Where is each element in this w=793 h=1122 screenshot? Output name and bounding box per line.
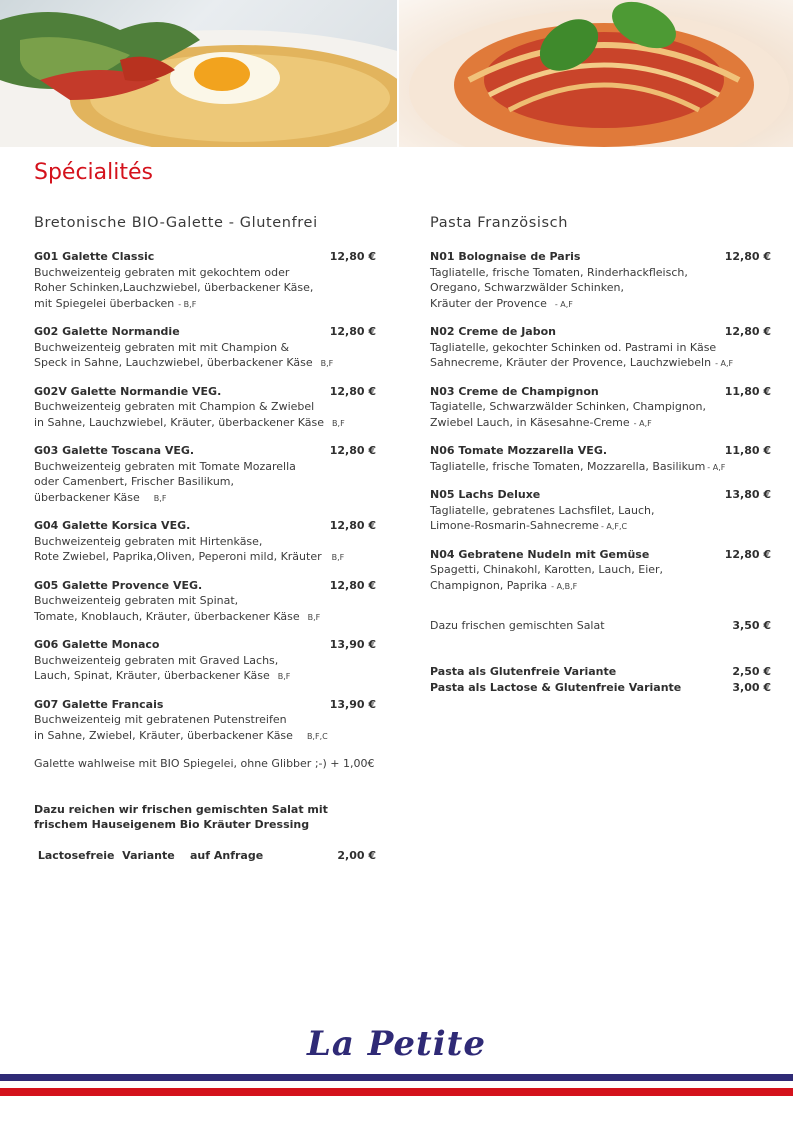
item-description: Tomate, Knoblauch, Kräuter, überbackener Käse B,F xyxy=(34,609,321,623)
pasta-photo xyxy=(399,0,793,147)
item-title: N02 Creme de Jabon xyxy=(430,325,556,338)
item-description: Lauch, Spinat, Kräuter, überbackener Käse B,F xyxy=(34,669,291,682)
item-price: 12,80 € xyxy=(329,250,376,263)
menu-item xyxy=(430,487,771,535)
item-description: Buchweizenteig gebraten mit Graved Lachs, xyxy=(34,653,279,667)
item-title: G02V Galette Normandie VEG. xyxy=(34,384,222,398)
item-price: 11,80 € xyxy=(724,384,771,398)
allergen-codes: - A,F,C xyxy=(600,522,628,531)
menu-item xyxy=(34,518,376,566)
menu-item xyxy=(430,443,771,475)
item-price: 12,80 € xyxy=(724,250,771,263)
item-description: mit Spiegelei überbacken - B,F xyxy=(34,296,197,310)
item-description: Buchweizenteig gebraten mit mit Champion & xyxy=(34,340,290,354)
allergen-codes: - A,F xyxy=(715,359,734,368)
item-price: 12,80 € xyxy=(724,547,771,561)
item-description: Buchweizenteig gebraten mit Tomate Mozarella xyxy=(34,459,296,473)
item-price: 11,80 € xyxy=(724,444,771,457)
item-description: Limone-Rosmarin-Sahnecreme - A,F,C xyxy=(430,519,628,532)
allergen-codes: B,F xyxy=(332,418,345,428)
menu-item xyxy=(430,384,771,432)
item-title: G03 Galette Toscana VEG. xyxy=(34,444,195,457)
item-description: Buchweizenteig gebraten mit Hirtenkäse, xyxy=(34,534,263,548)
item-description: Sahnecreme, Kräuter der Provence, Lauchzwiebeln - A,F xyxy=(430,356,734,369)
allergen-codes: - B,F xyxy=(178,299,197,309)
brand-logo: La Petite xyxy=(306,1024,487,1064)
item-title: N06 Tomate Mozzarella VEG. xyxy=(430,444,608,457)
item-price: 13,80 € xyxy=(724,488,771,501)
allergen-codes: B,F,C xyxy=(306,731,328,741)
item-description: Kräuter der Provence - A,F xyxy=(430,296,573,310)
item-description: Roher Schinken,Lauchzwiebel, überbackener Käse, xyxy=(34,281,314,294)
item-description: Tagiatelle, Schwarzwälder Schinken, Champignon, xyxy=(430,400,707,413)
menu-item xyxy=(430,324,771,372)
galette-heading: Bretonische BIO-Galette - Glutenfrei xyxy=(34,215,318,231)
menu-item xyxy=(34,324,376,372)
item-title: N04 Gebratene Nudeln mit Gemüse xyxy=(430,547,650,561)
item-price: 12,80 € xyxy=(329,384,376,398)
allergen-codes: B,F xyxy=(153,493,167,503)
item-title: G01 Galette Classic xyxy=(34,250,155,263)
item-title: G07 Galette Francais xyxy=(34,697,164,711)
item-title: N05 Lachs Deluxe xyxy=(430,488,541,501)
galette-option-note: Galette wahlweise mit BIO Spiegelei, ohne Glibber ;-) + 1,00€ xyxy=(34,757,375,770)
item-price: 13,90 € xyxy=(329,697,376,711)
item-description: Zwiebel Lauch, in Käsesahne-Creme - A,F xyxy=(430,415,652,429)
gluten-free-option xyxy=(430,664,771,680)
allergen-codes: - A,F xyxy=(554,299,573,309)
item-title: N03 Creme de Champignon xyxy=(430,384,599,398)
menu-item xyxy=(430,547,771,595)
allergen-codes: B,F xyxy=(307,612,321,622)
item-description: Buchweizenteig gebraten mit gekochtem oder xyxy=(34,265,290,279)
option-price: 3,00 € xyxy=(732,680,771,694)
allergen-codes: B,F xyxy=(320,359,334,368)
item-title: G02 Galette Normandie xyxy=(34,325,180,338)
item-title: G05 Galette Provence VEG. xyxy=(34,578,203,592)
red-stripe xyxy=(0,1088,793,1096)
item-price: 12,80 € xyxy=(329,519,376,532)
salad-note: frischem Hauseigenem Bio Kräuter Dressing xyxy=(34,818,310,831)
allergen-codes: B,F xyxy=(331,553,345,562)
galette-photo xyxy=(0,0,397,147)
salad-option xyxy=(430,618,771,634)
option-label: Dazu frischen gemischten Salat xyxy=(430,619,605,632)
pasta-menu xyxy=(430,249,771,696)
option-price: 2,00 € xyxy=(337,848,376,862)
item-description: Tagliatelle, frische Tomaten, Rinderhackfleisch, xyxy=(430,265,688,279)
menu-item xyxy=(34,249,376,312)
option-label: Pasta als Lactose & Glutenfreie Variante xyxy=(430,680,682,694)
salad-note: Dazu reichen wir frischen gemischten Salat mit xyxy=(34,802,328,816)
allergen-codes: B,F xyxy=(277,672,291,681)
menu-item xyxy=(34,384,376,432)
item-description: Buchweizenteig gebraten mit Spinat, xyxy=(34,594,239,607)
item-description: Rote Zwiebel, Paprika,Oliven, Peperoni mild, Kräuter B,F xyxy=(34,550,345,563)
menu-item xyxy=(34,578,376,626)
allergen-codes: - A,B,F xyxy=(551,581,578,591)
allergen-codes: - A,F xyxy=(633,418,652,428)
item-description: Buchweizenteig mit gebratenen Putenstreifen xyxy=(34,713,287,726)
item-description: Buchweizenteig gebraten mit Champion & Zwiebel xyxy=(34,400,315,413)
blue-stripe xyxy=(0,1074,793,1081)
page-title: Spécialités xyxy=(34,160,154,185)
item-title: G04 Galette Korsica VEG. xyxy=(34,519,191,532)
item-description: überbackener Käse B,F xyxy=(34,490,167,504)
option-label: Lactosefreie Variante auf Anfrage xyxy=(34,848,264,862)
item-description: in Sahne, Zwiebel, Kräuter, überbackener Käse B,F,C xyxy=(34,728,328,742)
item-description: Tagliatelle, gekochter Schinken od. Pastrami in Käse xyxy=(430,340,717,354)
lactose-free-option xyxy=(34,848,376,864)
galette-menu xyxy=(34,249,376,864)
menu-item xyxy=(34,697,376,745)
option-label: Pasta als Glutenfreie Variante xyxy=(430,664,617,678)
item-price: 12,80 € xyxy=(329,444,376,457)
option-price: 2,50 € xyxy=(732,664,771,678)
item-price: 12,80 € xyxy=(724,325,771,338)
menu-item xyxy=(34,637,376,685)
option-price: 3,50 € xyxy=(732,619,771,632)
item-price: 12,80 € xyxy=(329,325,376,338)
item-description: Speck in Sahne, Lauchzwiebel, überbackener Käse B,F xyxy=(34,356,334,369)
pasta-heading: Pasta Französisch xyxy=(430,215,569,231)
white-stripe xyxy=(0,1081,793,1088)
item-price: 13,90 € xyxy=(329,638,376,651)
item-title: N01 Bolognaise de Paris xyxy=(430,250,581,263)
item-description: in Sahne, Lauchzwiebel, Kräuter, überbackener Käse B,F xyxy=(34,415,345,429)
item-description: Tagliatelle, gebratenes Lachsfilet, Lauch, xyxy=(430,503,655,517)
menu-item xyxy=(430,249,771,312)
item-description: Tagliatelle, frische Tomaten, Mozzarella, Basilikum - A,F xyxy=(430,459,726,473)
item-description: oder Camenbert, Frischer Basilikum, xyxy=(34,475,234,488)
menu-item xyxy=(34,443,376,506)
item-price: 12,80 € xyxy=(329,578,376,592)
item-description: Champignon, Paprika - A,B,F xyxy=(430,578,578,592)
allergen-codes: - A,F xyxy=(707,462,726,472)
item-title: G06 Galette Monaco xyxy=(34,638,160,651)
item-description: Spagetti, Chinakohl, Karotten, Lauch, Eier, xyxy=(430,563,664,576)
item-description: Oregano, Schwarzwälder Schinken, xyxy=(430,281,624,294)
lactose-gluten-free-option xyxy=(430,680,771,696)
